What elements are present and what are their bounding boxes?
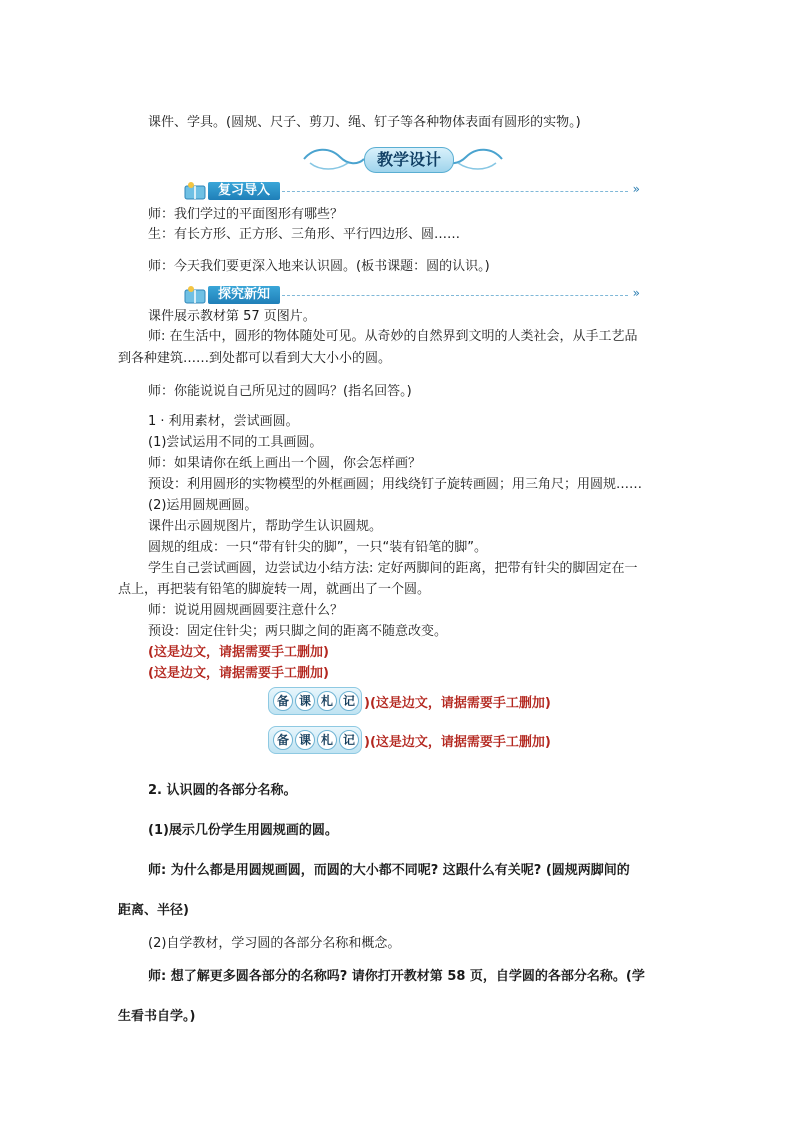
- text-line: 距离、半径): [118, 903, 189, 918]
- book-icon: [182, 285, 210, 305]
- text-line: 圆规的组成：一只“带有针尖的脚”，一只“装有铅笔的脚”。: [148, 540, 487, 555]
- section-title-explore: 探究新知: [208, 286, 280, 304]
- lesson-note-box: [268, 726, 568, 752]
- text-line: 课件出示圆规图片，帮助学生认识圆规。: [148, 519, 383, 534]
- section-header-explore: [180, 285, 640, 305]
- text-line: (2)自学教材，学习圆的各部分名称和概念。: [148, 936, 401, 951]
- note-char: 课: [295, 691, 315, 711]
- note-char: 札: [317, 691, 337, 711]
- section-banner: [300, 143, 506, 175]
- book-icon: [182, 181, 210, 201]
- text-line: 预设：固定住针尖；两只脚之间的距离不随意改变。: [148, 624, 448, 639]
- text-line: 师: 想了解更多圆各部分的名称吗? 请你打开教材第 58 页，自学圆的各部分名称。(学: [148, 969, 645, 984]
- text-line: 生看书自学。): [118, 1009, 196, 1024]
- dashed-divider: [282, 295, 628, 296]
- lesson-note-badge: [268, 726, 362, 754]
- section-title-review: 复习导入: [208, 182, 280, 200]
- text-line: 点上，再把装有铅笔的脚旋转一周，就画出了一个圆。: [118, 582, 431, 597]
- text-line: 2. 认识圆的各部分名称。: [148, 783, 297, 798]
- double-chevron-right-icon: »: [632, 182, 640, 196]
- text-line: 师: 在生活中，圆形的物体随处可见。从奇妙的自然界到文明的人类社会，从手工艺品: [148, 329, 638, 344]
- text-line: 师：你能说说自己所见过的圆吗？(指名回答。): [148, 384, 412, 399]
- text-line: (2)运用圆规画圆。: [148, 498, 258, 513]
- text-line: 师：说说用圆规画圆要注意什么？: [148, 603, 344, 618]
- note-char: 备: [273, 691, 293, 711]
- note-char: 课: [295, 730, 315, 750]
- dashed-divider: [282, 191, 628, 192]
- note-char: 记: [339, 730, 359, 750]
- banner-title: 教学设计: [364, 147, 454, 173]
- text-line: 学生自己尝试画圆，边尝试边小结方法: 定好两脚间的距离，把带有针尖的脚固定在一: [148, 561, 638, 576]
- lesson-note-text: )(这是边文，请据需要手工删加): [364, 735, 551, 750]
- text-line: 师：如果请你在纸上画出一个圆，你会怎样画？: [148, 456, 422, 471]
- prep-materials-line: 课件、学具。(圆规、尺子、剪刀、绳、钉子等各种物体表面有圆形的实物。): [148, 115, 581, 130]
- text-line: 生：有长方形、正方形、三角形、平行四边形、圆……: [148, 227, 461, 242]
- note-char: 备: [273, 730, 293, 750]
- text-line: 师: 为什么都是用圆规画圆，而圆的大小都不同呢? 这跟什么有关呢? (圆规两脚间的: [148, 863, 630, 878]
- text-line: 预设：利用圆形的实物模型的外框画圆；用线绕钉子旋转画圆；用三角尺；用圆规……: [148, 477, 643, 492]
- lesson-note-text: )(这是边文，请据需要手工删加): [364, 696, 551, 711]
- note-char: 记: [339, 691, 359, 711]
- lesson-note-box: [268, 687, 568, 713]
- text-line: 课件展示教材第 57 页图片。: [148, 309, 316, 324]
- side-note: (这是边文，请据需要手工删加): [148, 666, 329, 681]
- note-char: 札: [317, 730, 337, 750]
- text-line: 师：我们学过的平面图形有哪些？: [148, 207, 344, 222]
- text-line: (1)尝试运用不同的工具画圆。: [148, 435, 323, 450]
- text-line: 1 · 利用素材，尝试画圆。: [148, 414, 299, 429]
- section-header-review: [180, 181, 640, 201]
- side-note: (这是边文，请据需要手工删加): [148, 645, 329, 660]
- text-line: 到各种建筑……到处都可以看到大大小小的圆。: [118, 351, 392, 366]
- double-chevron-right-icon: »: [632, 286, 640, 300]
- lesson-note-badge: [268, 687, 362, 715]
- text-line: (1)展示几份学生用圆规画的圆。: [148, 823, 338, 838]
- text-line: 师：今天我们要更深入地来认识圆。(板书课题：圆的认识。): [148, 259, 490, 274]
